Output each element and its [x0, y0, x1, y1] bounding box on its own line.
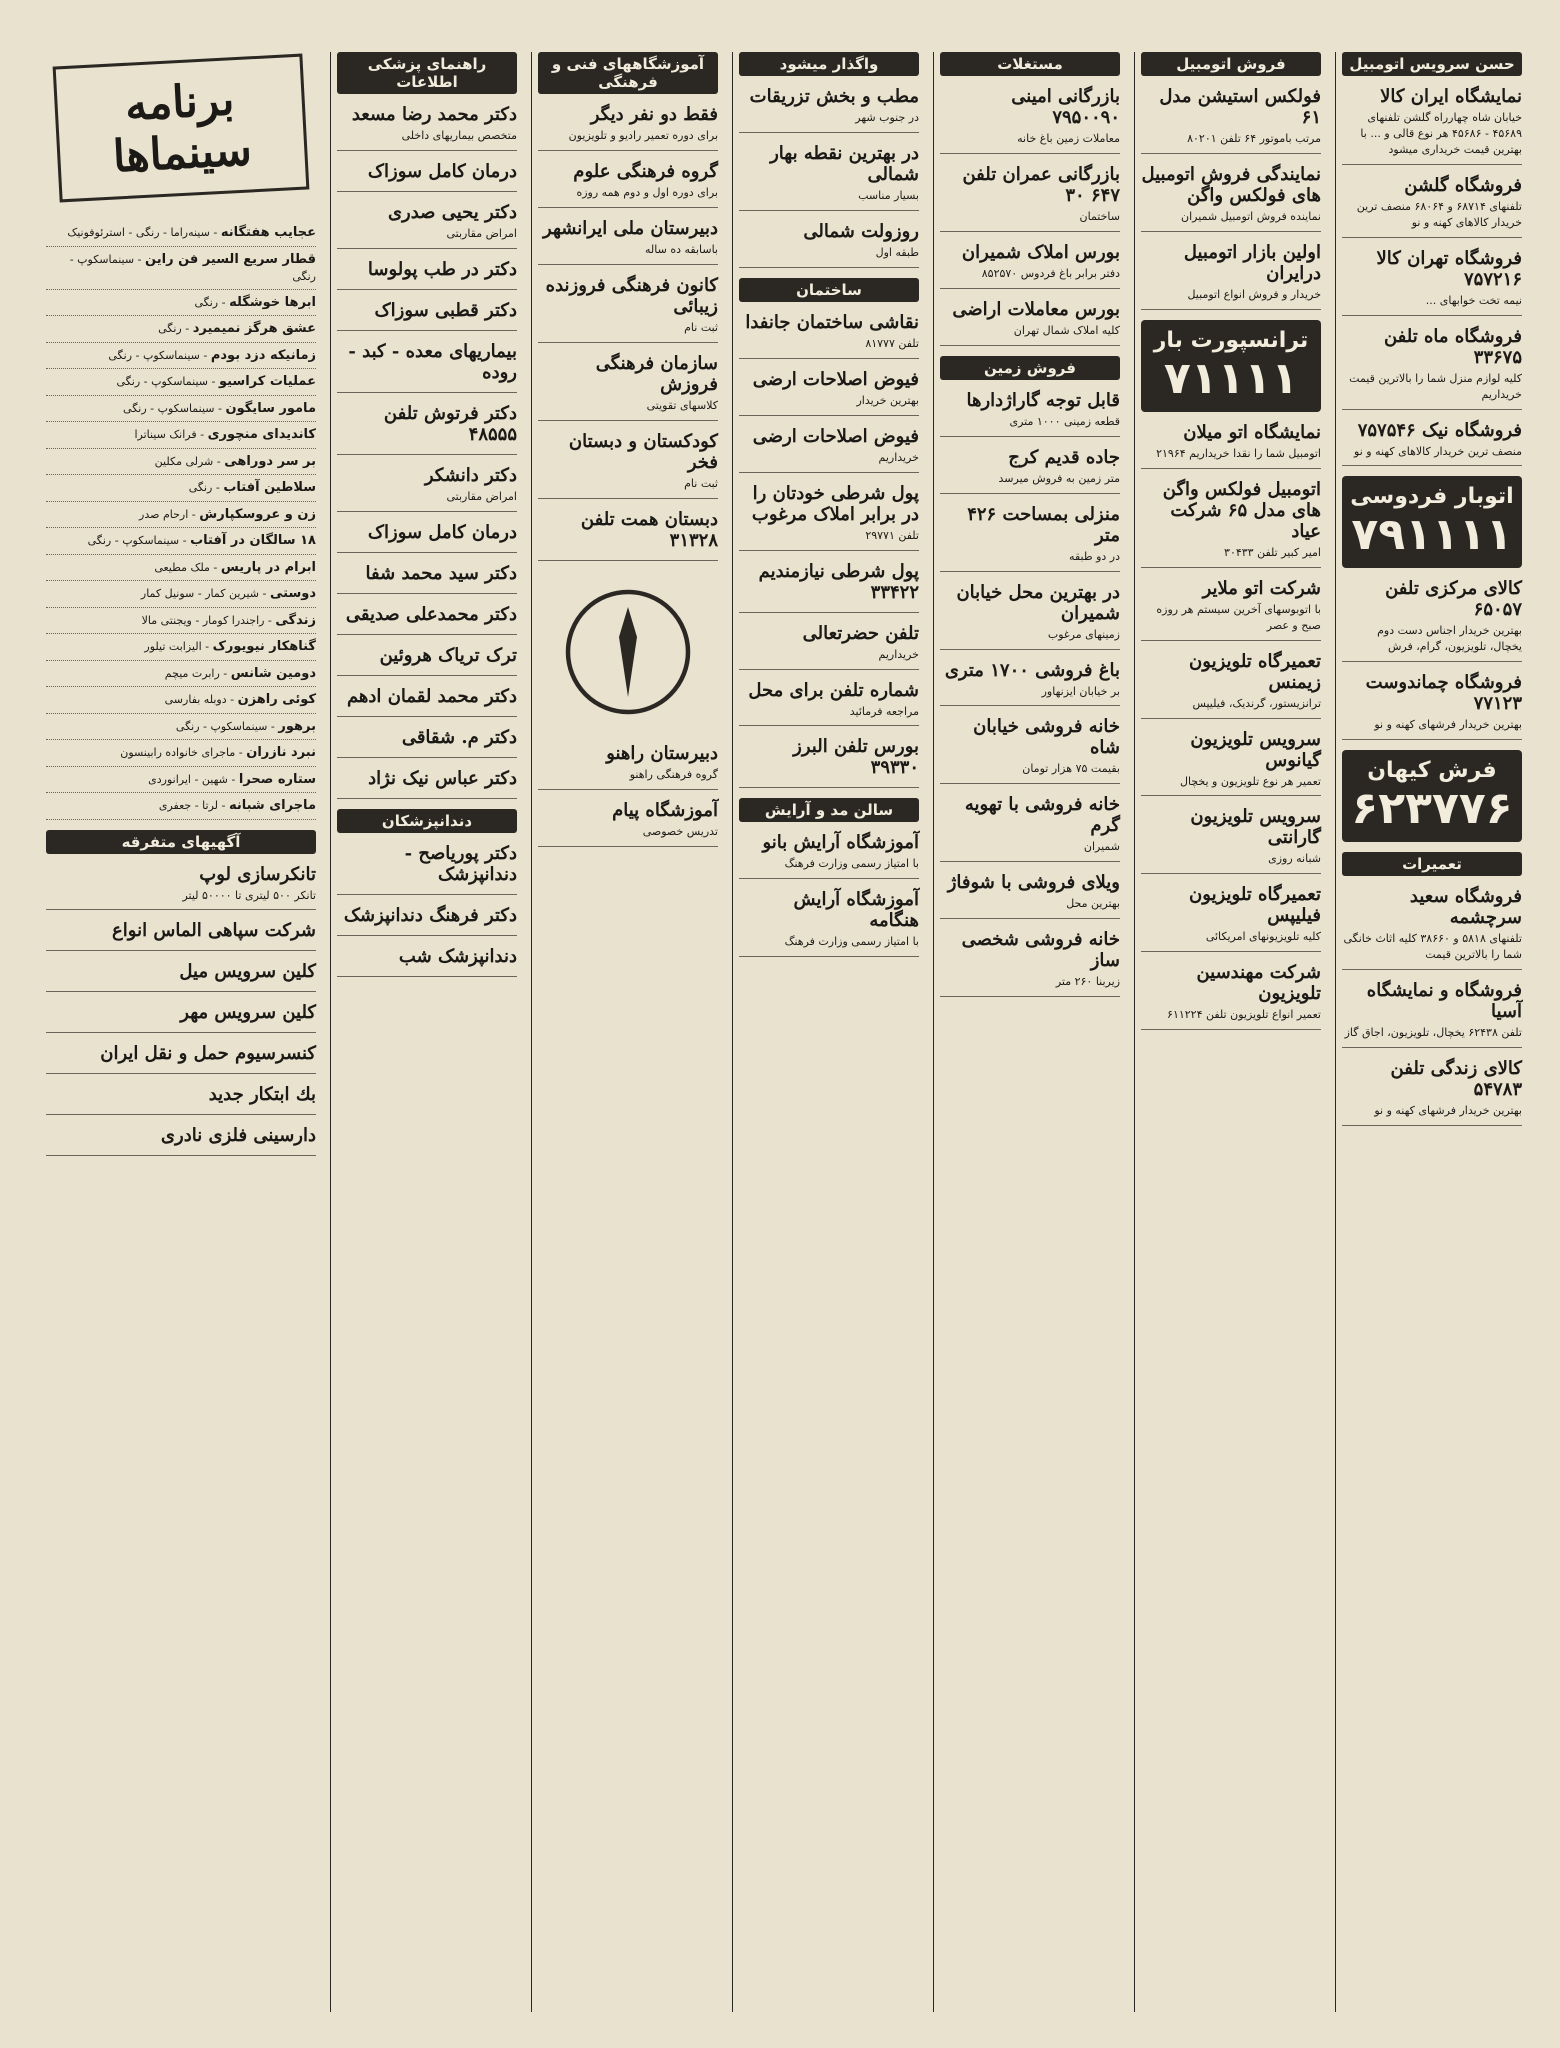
ad-item: دکتر فرتوش تلفن ۴۸۵۵۵ — [337, 403, 517, 455]
cinema-entry: عجایب هفتگانه - سینه‌راما - رنگی - استرئوفونیک — [46, 220, 316, 247]
ad-item: دکتر عباس نیک نژاد — [337, 768, 517, 799]
cinema-entry: عملیات کراسیو - سینماسکوپ - رنگی — [46, 369, 316, 396]
ad-item: درمان کامل سوزاک — [337, 161, 517, 192]
ad-item: فروشگاه گلشن تلفنهای ۶۸۷۱۴ و ۶۸۰۶۴ منصف ترین خریدار کالاهای کهنه و نو — [1342, 175, 1522, 238]
column-header: فروش اتومبیل — [1141, 52, 1321, 76]
ad-item: پول شرطی خودتان را در برابر املاک مرغوب تلفن ۲۹۷۷۱ — [739, 483, 919, 551]
cinema-entry: زندگی - راجندرا کومار - ویجنتی مالا — [46, 608, 316, 635]
ad-item: درمان کامل سوزاک — [337, 522, 517, 553]
cinema-film-name: زن و عروسکپارش — [199, 506, 316, 522]
ad-item: خانه فروشی شخصی ساز زیربنا ۲۶۰ متر — [940, 929, 1120, 997]
ad-item: سرویس تلویزیون گیانوس تعمیر هر نوع تلویزیون و یخچال — [1141, 729, 1321, 797]
display-ad: اتوبار فردوسی ۷۹۱۱۱۱ — [1342, 476, 1522, 568]
ad-item: دکتر محمدعلی صدیقی — [337, 604, 517, 635]
ad-item: نقاشی ساختمان جانفدا تلفن ۸۱۷۷۷ — [739, 312, 919, 359]
ad-item: روزولت شمالی طبقه اول — [739, 221, 919, 268]
cinema-film-name: عجایب هفتگانه — [220, 225, 316, 240]
cinema-film-name: ستاره صحرا — [238, 771, 316, 787]
section-header: دندانپزشکان — [337, 809, 517, 833]
ad-item: فروشگاه نیک ۷۵۷۵۴۶ منصف ترین خریدار کالاهای کهنه و نو — [1342, 420, 1522, 467]
ad-item: شرکت مهندسین تلویزیون تعمیر انواع تلویزیون تلفن ۶۱۱۲۲۴ — [1141, 962, 1321, 1030]
cinema-entry: کاندیدای منچوری - فرانک سیناترا — [46, 422, 316, 449]
ad-item: تعمیرگاه تلویزیون فیلیپس کلیه تلویزیونهای امریکائی — [1141, 884, 1321, 952]
cinema-film-details: راجندرا کومار - ویجنتی مالا — [141, 613, 265, 627]
ad-item: فولکس استیشن مدل ۶۱ مرتب باموتور ۶۴ تلفن ۸۰۲۰۱ — [1141, 86, 1321, 154]
cinema-film-name: کوئی راهزن — [237, 692, 316, 707]
section-header: تعمیرات — [1342, 852, 1522, 876]
cinema-film-name: زمانیکه دزد بودم — [210, 347, 316, 363]
cinema-entry: زن و عروسکپارش - ارحام صدر — [46, 502, 316, 529]
cinema-film-details: دوبله بفارسی — [164, 693, 227, 706]
cinema-film-name: زندگی — [275, 612, 316, 628]
torch-emblem-icon — [553, 577, 703, 727]
cinema-film-details: سینه‌راما - رنگی - استرئوفونیک — [67, 226, 210, 239]
column-6 — [330, 52, 523, 2012]
cinema-film-name: کاندیدای منچوری — [207, 427, 316, 442]
cinema-entry: نبرد نازران - ماجرای خانواده رابینسون — [46, 740, 316, 767]
cinema-film-name: نبرد نازران — [246, 745, 316, 760]
cinema-entry: ماجرای شبانه - لرتا - جعفری — [46, 793, 316, 820]
ad-item: تانکرسازی لوپ تانکر ۵۰۰ لیتری تا ۵۰۰۰۰ لیتر — [46, 864, 316, 911]
cinema-entry: قطار سریع السیر فن راین - سینماسکوپ - رنگی — [46, 247, 316, 290]
ad-item: بازرگانی عمران تلفن ۶۴۷ ۳۰ ساختمان — [940, 164, 1120, 232]
cinema-entry: سلاطین آفتاب - رنگی — [46, 475, 316, 502]
ad-item: آموزشگاه آرایش هنگامه با امتیاز رسمی وزارت فرهنگ — [739, 889, 919, 957]
cinema-film-name: قطار سریع السیر فن راین — [145, 251, 316, 267]
column-5 — [531, 52, 724, 2012]
ad-item: دکتر دانشکر امراض مقاربتی — [337, 465, 517, 512]
ad-item: نمایندگی فروش اتومبیل های فولکس واگن نماینده فروش اتومبیل شمیران — [1141, 164, 1321, 232]
ad-item: فیوض اصلاحات ارضی بهترین خریدار — [739, 369, 919, 416]
display-ad: فرش کیهان ۶۲۳۷۷۶ — [1342, 750, 1522, 842]
ad-item: کلین سرویس میل — [46, 961, 316, 992]
ad-item: خانه فروشی خیابان شاه بقیمت ۷۵ هزار تومان — [940, 716, 1120, 784]
ad-item: جاده قدیم کرج متر زمین به فروش میرسد — [940, 447, 1120, 494]
cinema-program-title: برنامه سینماها — [53, 54, 310, 203]
ad-item: مطب و بخش تزریقات در جنوب شهر — [739, 86, 919, 133]
column-header: حسن سرویس اتومبیل — [1342, 52, 1522, 76]
ad-item: اتومبیل فولکس واگن های مدل ۶۵ شرکت عیاد امیر کبیر تلفن ۳۰۴۳۳ — [1141, 479, 1321, 568]
ad-item: ترک تریاک هروئین — [337, 645, 517, 676]
cinema-film-name: ۱۸ سالگان در آفتاب — [190, 533, 316, 548]
section-header: ساختمان — [739, 278, 919, 302]
cinema-entry: عشق هرگز نمیمیرد - رنگی — [46, 316, 316, 343]
cinema-entry: دومین شانس - رابرت میچم — [46, 661, 316, 688]
ad-item: نمایشگاه ایران کالا خیابان شاه چهارراه گلشن تلفنهای ۴۵۶۸۹ - ۴۵۶۸۶ هر نوع قالی و ... با بهترین قیمت خریداری میشود — [1342, 86, 1522, 165]
ad-item: باغ فروشی ۱۷۰۰ متری بر خیابان ایزنهاور — [940, 660, 1120, 707]
ad-item: بورس معاملات اراضی کلیه املاک شمال تهران — [940, 299, 1120, 346]
cinema-entry: دوستی - شیرین کمار - سونیل کمار — [46, 581, 316, 608]
ad-item: سرویس تلویزیون گارانتی شبانه روزی — [1141, 806, 1321, 874]
ad-item: دکتر محمد رضا مسعد متخصص بیماریهای داخلی — [337, 104, 517, 151]
ad-item: دکتر م. شقاقی — [337, 727, 517, 758]
cinema-entry: برهور - سینماسکوپ - رنگی — [46, 714, 316, 741]
ad-item: دبیرستان ملی ایرانشهر باسابقه ده ساله — [538, 218, 718, 265]
ad-item: دارسینی فلزی نادری — [46, 1125, 316, 1156]
cinema-film-details: رابرت میچم — [164, 666, 220, 680]
ad-item: نمایشگاه اتو میلان اتومبیل شما را نقدا خریداریم ۲۱۹۶۴ — [1141, 422, 1321, 469]
ad-item: بورس تلفن البرز ۳۹۳۳۰ — [739, 736, 919, 788]
ad-item: آموزشگاه آرایش بانو با امتیاز رسمی وزارت فرهنگ — [739, 832, 919, 879]
cinema-film-name: دومین شانس — [230, 665, 316, 681]
cinema-entry: بر سر دوراهی - شرلی مکلین — [46, 449, 316, 476]
ad-item: پول شرطی نیازمندیم ۳۳۴۲۲ — [739, 561, 919, 613]
ad-item: تلفن حضرتعالی خریداریم — [739, 623, 919, 670]
ad-item: دکتر پوریاصح - دندانپزشک — [337, 843, 517, 895]
ad-item: منزلی بمساحت ۴۲۶ متر در دو طبقه — [940, 504, 1120, 572]
column-header: واگذار میشود — [739, 52, 919, 76]
ad-item: کلین سرویس مهر — [46, 1002, 316, 1033]
ad-item: دکتر یحیی صدری امراض مقاربتی — [337, 202, 517, 249]
ad-item: دبستان همت تلفن ۳۱۳۲۸ — [538, 509, 718, 561]
cinema-film-details: شیرین کمار - سونیل کمار — [140, 587, 260, 600]
ad-item: فروشگاه و نمایشگاه آسیا تلفن ۶۲۴۳۸ یخچال، تلویزیون، اجاق گاز — [1342, 980, 1522, 1048]
cinema-film-details: سینماسکوپ - رنگی — [175, 719, 268, 733]
column-3 — [933, 52, 1126, 2012]
ad-item: گروه فرهنگی علوم برای دوره اول و دوم همه روزه — [538, 161, 718, 208]
cinema-film-name: ماجرای شبانه — [228, 798, 316, 813]
ad-item: فروشگاه ماه تلفن ۳۳۶۷۵ کلیه لوازم منزل شما را بالاترین قیمت خریداریم — [1342, 326, 1522, 410]
cinema-entry: ابرها خوشگله - رنگی — [46, 290, 316, 317]
ad-item: کالای زندگی تلفن ۵۴۷۸۳ بهترین خریدار فرشهای کهنه و نو — [1342, 1058, 1522, 1126]
ad-item: کانون فرهنگی فروزنده زیبائی ثبت نام — [538, 275, 718, 343]
ad-item: شرکت اتو ملایر با اتوبوسهای آخرین سیستم هر روزه صبح و عصر — [1141, 578, 1321, 641]
newspaper-page — [40, 52, 1528, 2012]
ad-item: فروشگاه چماندوست ۷۷۱۲۳ بهترین خریدار فرشهای کهنه و نو — [1342, 672, 1522, 740]
ad-item: قابل توجه گاراژدارها قطعه زمینی ۱۰۰۰ متری — [940, 390, 1120, 437]
column-1 — [1335, 52, 1528, 2012]
column-header: راهنمای پزشکی اطلاعات — [337, 52, 517, 94]
cinema-film-details: لرتا - جعفری — [158, 799, 218, 812]
ad-item: فروشگاه سعید سرچشمه تلفنهای ۵۸۱۸ و ۳۸۶۶۰ کلیه اثاث خانگی شما را بالاترین قیمت — [1342, 886, 1522, 970]
ad-item: دکتر قطبی سوزاک — [337, 300, 517, 331]
ad-item: ویلای فروشی با شوفاژ بهترین محل — [940, 872, 1120, 919]
ad-item: شماره تلفن برای محل مراجعه فرمائید — [739, 680, 919, 727]
cinema-film-name: بر سر دوراهی — [224, 453, 316, 469]
cinema-entry: مامور سایگون - سینماسکوپ - رنگی — [46, 396, 316, 423]
ad-item: بازرگانی امینی ۷۹۵۰۰۹۰ معاملات زمین باغ خانه — [940, 86, 1120, 154]
ad-item: بورس املاک شمیران دفتر برابر باغ فردوس ۸۵۲۵۷۰ — [940, 242, 1120, 289]
cinema-film-details: ماجرای خانواده رابینسون — [120, 746, 236, 759]
ad-item: دکتر فرهنگ دندانپزشک — [337, 905, 517, 936]
ad-item: سازمان فرهنگی فروزش کلاسهای تقویتی — [538, 353, 718, 421]
cinema-film-details: ارحام صدر — [139, 507, 189, 521]
cinema-film-name: عشق هرگز نمیمیرد — [192, 321, 316, 336]
cinema-film-name: سلاطین آفتاب — [223, 480, 316, 495]
cinema-film-name: عملیات کراسیو — [218, 374, 316, 389]
display-ad: ترانسپورت بار ۷۱۱۱۱ — [1141, 320, 1321, 412]
cinema-film-details: سینماسکوپ - رنگی — [116, 375, 208, 388]
cinema-film-details: سینماسکوپ - رنگی — [108, 348, 200, 362]
ad-item: شرکت سپاهی الماس انواع — [46, 920, 316, 951]
section-header: فروش زمین — [940, 356, 1120, 380]
ad-item: بك ابتكار جدید — [46, 1084, 316, 1115]
ad-item: بیماریهای معده - کبد - روده — [337, 341, 517, 393]
ad-item: فقط دو نفر دیگر برای دوره تعمیر رادیو و تلویزیون — [538, 104, 718, 151]
cinema-film-details: شرلی مکلین — [154, 454, 214, 468]
ad-item: کودکستان و دبستان فخر ثبت نام — [538, 431, 718, 499]
cinema-film-details: ملک مطیعی — [154, 560, 210, 574]
cinema-entry: ۱۸ سالگان در آفتاب - سینماسکوپ - رنگی — [46, 528, 316, 555]
column-2 — [1134, 52, 1327, 2012]
ad-item: دکتر محمد لقمان ادهم — [337, 686, 517, 717]
cinema-film-name: ابرام در پاریس — [220, 559, 316, 575]
ad-item: دکتر در طب پولوسا — [337, 259, 517, 290]
cinema-film-details: رنگی — [194, 295, 219, 309]
ad-item: اولین بازار اتومبیل درایران خریدار و فروش انواع اتومبیل — [1141, 242, 1321, 310]
ad-item: آموزشگاه پیام تدریس خصوصی — [538, 800, 718, 847]
column-7 — [40, 52, 322, 2012]
ad-item: تعمیرگاه تلویزیون زیمنس ترانزیستور، گرندیک، فیلیپس — [1141, 651, 1321, 719]
column-4 — [732, 52, 925, 2012]
cinema-film-details: رنگی — [188, 481, 213, 494]
cinema-film-name: ابرها خوشگله — [229, 294, 316, 310]
cinema-entry: گناهکار نیویورک - الیزابت تیلور — [46, 634, 316, 661]
cinema-film-details: سینماسکوپ - رنگی — [87, 534, 180, 547]
cinema-film-details: سینماسکوپ - رنگی — [123, 401, 215, 415]
cinema-film-name: دوستی — [270, 586, 316, 601]
cinema-entry: کوئی راهزن - دوبله بفارسی — [46, 687, 316, 714]
ad-item: خانه فروشی با تهویه گرم شمیران — [940, 794, 1120, 862]
cinema-list — [46, 220, 316, 820]
cinema-film-details: الیزابت تیلور — [144, 640, 202, 653]
ad-item: فیوض اصلاحات ارضی خریداریم — [739, 426, 919, 473]
section-header: آگهیهای متفرقه — [46, 830, 316, 854]
ad-item: دندانپزشک شب — [337, 946, 517, 977]
cinema-film-name: مامور سایگون — [225, 400, 316, 416]
cinema-film-name: برهور — [278, 718, 316, 734]
cinema-film-details: رنگی — [158, 322, 182, 335]
cinema-entry: ستاره صحرا - شهین - ایرانوردی — [46, 767, 316, 794]
cinema-film-details: شهین - ایرانوردی — [148, 772, 228, 786]
cinema-film-details: فرانک سیناترا — [134, 428, 197, 441]
ad-item: در بهترین نقطه بهار شمالی بسیار مناسب — [739, 143, 919, 211]
ad-item: فروشگاه تهران کالا ۷۵۷۲۱۶ نیمه تخت خوابهای ... — [1342, 248, 1522, 316]
ad-item: کالای مرکزی تلفن ۶۵۰۵۷ بهترین خریدار اجناس دست دوم یخچال، تلویزیون، گرام، فرش — [1342, 578, 1522, 662]
column-header: مستغلات — [940, 52, 1120, 76]
ad-item: دکتر سید محمد شفا — [337, 563, 517, 594]
ad-item: در بهترین محل خیابان شمیران زمینهای مرغوب — [940, 582, 1120, 650]
ad-item: دبیرستان راهنو گروه فرهنگی راهنو — [538, 743, 718, 790]
section-header: سالن مد و آرایش — [739, 798, 919, 822]
cinema-entry: ابرام در پاریس - ملک مطیعی — [46, 555, 316, 582]
cinema-entry: زمانیکه دزد بودم - سینماسکوپ - رنگی — [46, 343, 316, 370]
ad-item: کنسرسیوم حمل و نقل ایران — [46, 1043, 316, 1074]
column-header: آموزشگاههای فنی و فرهنگی — [538, 52, 718, 94]
cinema-film-name: گناهکار نیویورک — [212, 639, 316, 654]
cinema-film-details: سینماسکوپ - رنگی — [69, 252, 316, 283]
